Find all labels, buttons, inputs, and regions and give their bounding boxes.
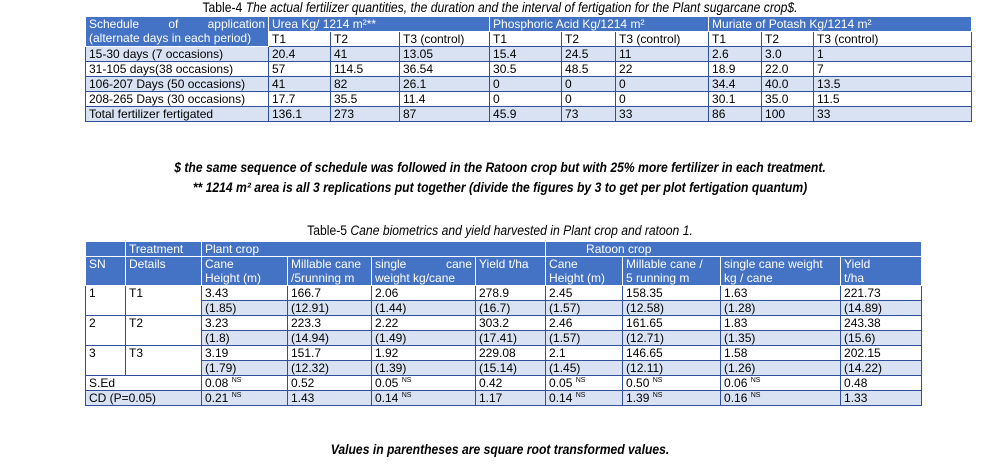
table-row: 31-105 days(38 occasions) 57 114.5 36.54 30.5 48.5 22 18.9 22.0 7 — [86, 62, 972, 77]
t1-header: T1 — [490, 32, 562, 47]
blank-header — [86, 242, 126, 257]
table5-footnote: Values in parentheses are square root transformed values. — [330, 442, 670, 457]
t3-header: T3 (control) — [400, 32, 490, 47]
ratoon-yield-header: Yield t/ha — [841, 257, 922, 286]
t1-header: T1 — [269, 32, 331, 47]
single-cane-weight-header: single cane weight kg/cane — [372, 257, 476, 286]
table-row: 1 T1 3.43 166.7 2.06 278.9 2.45 158.35 1.63 221.73 — [86, 286, 922, 301]
table-row: 3 T3 3.19 151.7 1.92 229.08 2.1 146.65 1.58 202.15 — [86, 346, 922, 361]
biometrics-table — [85, 241, 922, 406]
table5-caption-label: Table-5 — [307, 223, 348, 238]
t2-header: T2 — [762, 32, 814, 47]
millable-cane-header: Millable cane /5running m — [288, 257, 372, 286]
t2-header: T2 — [331, 32, 400, 47]
table-row: 2 T2 3.23 223.3 2.22 303.2 2.46 161.65 1.83 243.38 — [86, 316, 922, 331]
cd-row: CD (P=0.05) 0.21 $^{NS}$ 1.43 0.14 $^{NS}$ 1.17 0.14 $^{NS}$ 1.39 $^{NS}$ 0.16 $^{NS}$ 1.33 — [86, 391, 922, 406]
ratoon-millable-cane-header: Millable cane / 5 running m — [623, 257, 721, 286]
table-row: 106-207 Days (50 occasions) 41 82 26.1 0 0 0 34.4 40.0 13.5 — [86, 77, 972, 92]
table-row: (1.85) (12.91) (1.44) (16.7) (1.57) (12.58) (1.28) (14.89) — [86, 301, 922, 316]
plant-crop-header: Plant crop — [202, 242, 546, 257]
phosphoric-header: Phosphoric Acid Kg/1214 m² — [490, 17, 709, 32]
table4-caption-text: The actual fertilizer quantities, the duration and the interval of fertigation for the Plant sugarcane crop$. — [245, 0, 798, 15]
details-header: Details — [126, 257, 202, 286]
ratoon-cane-height-header: Cane Height (m) — [546, 257, 623, 286]
table4-note-2: ** 1214 m² area is all 3 replications put together (divide the figures by 3 to get per plot fertigation quantum) — [192, 180, 808, 195]
potash-header: Muriate of Potash Kg/1214 m² — [709, 17, 972, 32]
sn-header: SN — [86, 257, 126, 286]
t3-header: T3 (control) — [814, 32, 972, 47]
table4-caption-label: Table-4 — [202, 0, 243, 15]
cane-height-header: Cane Height (m) — [202, 257, 288, 286]
urea-header: Urea Kg/ 1214 m²** — [269, 17, 490, 32]
t3-header: T3 (control) — [616, 32, 709, 47]
t2-header: T2 — [562, 32, 616, 47]
yield-header: Yield t/ha — [476, 257, 546, 286]
table5-caption-text: Cane biometrics and yield harvested in Plant crop and ratoon 1. — [350, 223, 693, 238]
ratoon-single-cane-weight-header: single cane weight kg / cane — [721, 257, 841, 286]
table4-note-1: $ the same sequence of schedule was followed in the Ratoon crop but with 25% more fertilizer in each treatment. — [174, 160, 826, 175]
table-row: (1.8) (14.94) (1.49) (17.41) (1.57) (12.71) (1.35) (15.6) — [86, 331, 922, 346]
fertilizer-table — [85, 16, 972, 122]
table-row: Total fertilizer fertigated 136.1 273 87 45.9 73 33 86 100 33 — [86, 107, 972, 122]
table5-caption — [50, 223, 950, 239]
table-row: 15-30 days (7 occasions) 20.4 41 13.05 15.4 24.5 11 2.6 3.0 1 — [86, 47, 972, 62]
treatment-header: Treatment — [126, 242, 202, 257]
table-row: 208-265 Days (30 occasions) 17.7 35.5 11.4 0 0 0 30.1 35.0 11.5 — [86, 92, 972, 107]
table4-caption — [50, 0, 950, 16]
sed-row: S.Ed 0.08 $^{NS}$ 0.52 0.05 $^{NS}$ 0.42 0.05 $^{NS}$ 0.50 $^{NS}$ 0.06 $^{NS}$ 0.48 — [86, 376, 922, 391]
ratoon-crop-header: Ratoon crop — [546, 242, 922, 257]
table-row: (1.79) (12.32) (1.39) (15.14) (1.45) (12.11) (1.26) (14.22) — [86, 361, 922, 376]
t1-header: T1 — [709, 32, 762, 47]
schedule-header: Schedule of application (alternate days in each period) — [86, 17, 269, 47]
